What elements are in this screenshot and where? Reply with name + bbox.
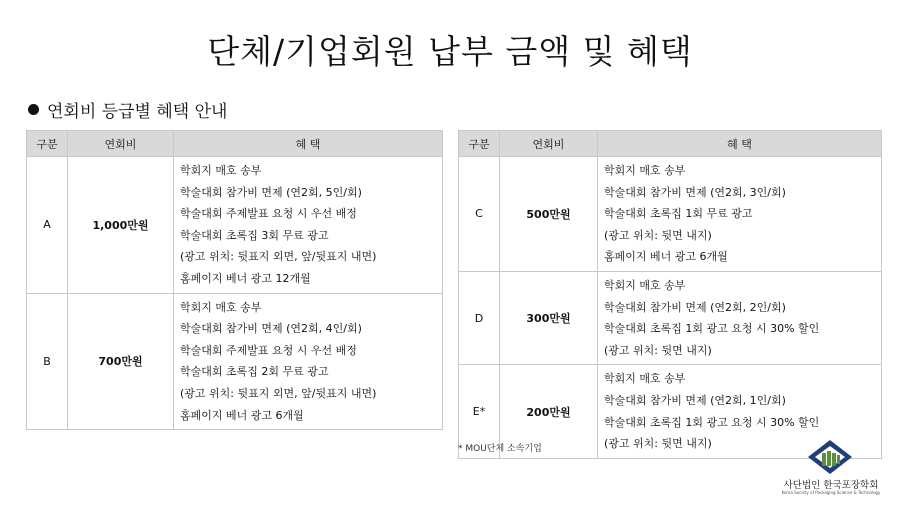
table-header-row: [27, 131, 443, 157]
header-benefits: 혜 택: [598, 131, 882, 157]
benefit-item: 학술대회 초록집 3회 무료 광고: [180, 228, 329, 242]
fee-cell: 700만원: [68, 293, 174, 430]
grade-cell: D: [459, 271, 500, 364]
benefit-item: 학술대회 참가비 면제 (연2회, 2인/회): [604, 300, 786, 314]
benefit-item: 학회지 매호 송부: [604, 164, 686, 177]
benefit-table-left: [26, 130, 443, 430]
grade-cell: A: [27, 157, 68, 294]
benefit-item: 학회지 매호 송부: [604, 278, 686, 292]
grade-cell: E*: [459, 365, 500, 458]
benefit-item: 학술대회 초록집 1회 무료 광고: [604, 207, 753, 221]
benefit-item: 학회지 매호 송부: [180, 164, 262, 177]
benefit-item: (광고 위치: 뒷표지 외면, 앞/뒷표지 내면): [180, 250, 377, 264]
benefit-item: 홈페이지 베너 광고 12개월: [180, 271, 311, 285]
fee-cell: 300만원: [500, 271, 598, 364]
benefit-table-right: [458, 130, 882, 459]
benefit-item: (광고 위치: 뒷면 내지): [604, 228, 712, 242]
society-logo: [776, 440, 886, 500]
footnote: * MOU단체 소속기업: [458, 444, 542, 454]
fee-cell: 500만원: [500, 157, 598, 272]
fee-cell: 1,000만원: [68, 157, 174, 294]
benefit-item: 홈페이지 베너 광고 6개월: [604, 250, 728, 264]
bullet-icon: [28, 104, 39, 115]
table-row: [459, 271, 882, 364]
header-grade: 구분: [459, 131, 500, 157]
section-heading-text: 연회비 등급별 혜택 안내: [47, 102, 228, 122]
society-logo-icon: [808, 440, 852, 474]
benefit-item: (광고 위치: 뒷면 내지): [604, 437, 712, 451]
benefit-item: 학술대회 초록집 1회 광고 요청 시 30% 할인: [604, 415, 820, 429]
benefit-item: 학술대회 초록집 2회 무료 광고: [180, 365, 329, 379]
table-row: [27, 157, 443, 294]
header-fee: 연회비: [500, 131, 598, 157]
benefit-item: 학술대회 주제발표 요청 시 우선 배정: [180, 207, 357, 221]
benefit-item: (광고 위치: 뒷면 내지): [604, 343, 712, 357]
benefit-item: 학회지 매호 송부: [604, 372, 686, 386]
benefit-item: (광고 위치: 뒷표지 외면, 앞/뒷표지 내면): [180, 386, 377, 400]
benefit-item: 학술대회 참가비 면제 (연2회, 3인/회): [604, 185, 786, 199]
fee-cell: 200만원: [500, 365, 598, 458]
benefits-cell: [598, 157, 882, 272]
header-fee: 연회비: [68, 131, 174, 157]
society-name-english: Korea Society of Packaging Science & Technology: [781, 490, 881, 495]
grade-cell: B: [27, 293, 68, 430]
page-title: 단체/기업회원 납부 금액 및 혜택: [207, 32, 693, 71]
header-grade: 구분: [27, 131, 68, 157]
benefits-cell: [598, 271, 882, 364]
section-heading: [28, 97, 227, 122]
benefit-item: 학술대회 초록집 1회 광고 요청 시 30% 할인: [604, 322, 820, 336]
benefit-item: 학회지 매호 송부: [180, 300, 262, 314]
benefit-item: 학술대회 참가비 면제 (연2회, 1인/회): [604, 393, 786, 407]
header-benefits: 혜 택: [174, 131, 443, 157]
benefits-cell: [174, 293, 443, 430]
benefits-cell: [174, 157, 443, 294]
table-row: [27, 293, 443, 430]
table-row: [459, 157, 882, 272]
benefit-item: 홈페이지 베너 광고 6개월: [180, 408, 304, 422]
society-name: 사단법인 한국포장학회: [783, 480, 879, 491]
grade-cell: C: [459, 157, 500, 272]
table-header-row: [459, 131, 882, 157]
benefit-item: 학술대회 주제발표 요청 시 우선 배정: [180, 343, 357, 357]
benefit-item: 학술대회 참가비 면제 (연2회, 4인/회): [180, 322, 362, 336]
benefit-item: 학술대회 참가비 면제 (연2회, 5인/회): [180, 185, 362, 199]
